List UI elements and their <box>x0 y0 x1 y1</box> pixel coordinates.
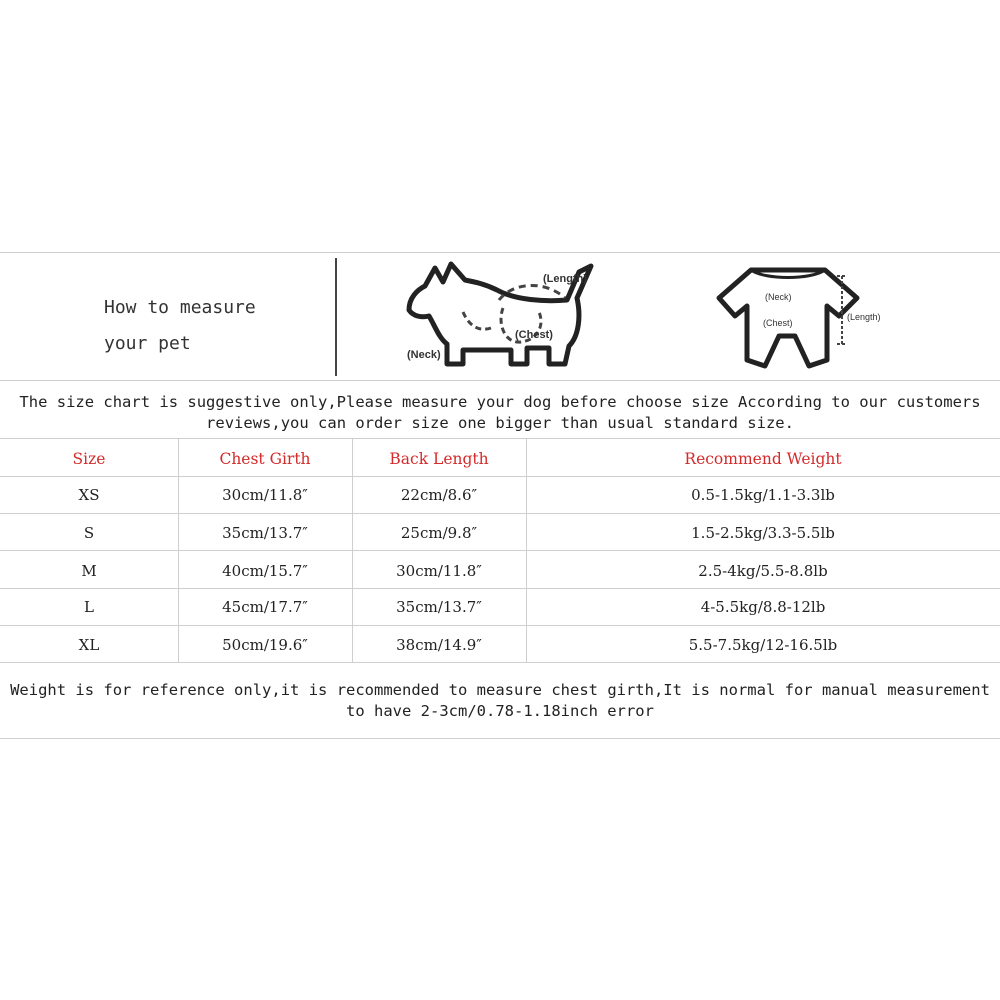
row-xl-length: 38cm/14.9″ <box>396 636 482 654</box>
row-l-chest: 45cm/17.7″ <box>222 598 308 616</box>
row-m-weight: 2.5-4kg/5.5-8.8lb <box>698 562 828 580</box>
row-s-length: 25cm/9.8″ <box>400 524 478 542</box>
row-l-weight: 4-5.5kg/8.8-12lb <box>700 598 826 616</box>
dog-chest-label: (Chest) <box>515 329 553 341</box>
size-chart <box>0 252 1000 740</box>
row-l-size: L <box>84 598 94 616</box>
footer-note-line-1: Weight is for reference only,it is recommended to measure chest girth,It is normal for manual measurement <box>10 681 990 699</box>
footer-note-line-2: to have 2-3cm/0.78-1.18inch error <box>346 702 654 720</box>
intro-note-line-2: reviews,you can order size one bigger than usual standard size. <box>206 414 794 432</box>
row-xs-chest: 30cm/11.8″ <box>222 486 308 504</box>
row-m-length: 30cm/11.8″ <box>396 562 482 580</box>
bottom-border <box>0 738 1000 739</box>
row-rule-2 <box>0 550 1000 551</box>
row-rule-1 <box>0 513 1000 514</box>
title-line-2: your pet <box>104 333 191 354</box>
top-border <box>0 252 1000 253</box>
intro-note <box>0 392 1000 434</box>
col-rule-1 <box>178 438 179 662</box>
header-bottom-rule <box>0 380 1000 381</box>
row-xs-weight: 0.5-1.5kg/1.1-3.3lb <box>691 486 835 504</box>
row-s-weight: 1.5-2.5kg/3.3-5.5lb <box>691 524 835 542</box>
table-head-rule <box>0 476 1000 477</box>
row-xs-length: 22cm/8.6″ <box>400 486 478 504</box>
col-header-chest-girth: Chest Girth <box>219 450 311 468</box>
col-rule-3 <box>526 438 527 662</box>
shirt-chest-label: (Chest) <box>763 318 793 328</box>
col-header-back-length: Back Length <box>389 450 489 468</box>
dog-length-label: (Length) <box>543 273 587 285</box>
dog-shirt-icon <box>715 262 900 374</box>
header-divider <box>335 258 337 376</box>
dog-silhouette-icon <box>395 260 625 372</box>
intro-note-line-1: The size chart is suggestive only,Please measure your dog before choose size According to our customers <box>19 393 981 411</box>
page-title <box>104 290 324 362</box>
title-line-1: How to measure <box>104 297 256 318</box>
row-l-length: 35cm/13.7″ <box>396 598 482 616</box>
shirt-neck-label: (Neck) <box>765 292 792 302</box>
col-header-recommend-weight: Recommend Weight <box>684 450 842 468</box>
row-xl-chest: 50cm/19.6″ <box>222 636 308 654</box>
row-s-chest: 35cm/13.7″ <box>222 524 308 542</box>
table-bottom-rule <box>0 662 1000 663</box>
row-rule-3 <box>0 588 1000 589</box>
dog-neck-label: (Neck) <box>407 349 441 361</box>
row-m-chest: 40cm/15.7″ <box>222 562 308 580</box>
footer-note <box>0 680 1000 722</box>
row-xl-weight: 5.5-7.5kg/12-16.5lb <box>688 636 838 654</box>
row-s-size: S <box>83 524 95 542</box>
row-xl-size: XL <box>78 636 100 654</box>
col-rule-2 <box>352 438 353 662</box>
intro-bottom-rule <box>0 438 1000 439</box>
row-rule-4 <box>0 625 1000 626</box>
shirt-length-label: (Length) <box>847 312 881 322</box>
row-xs-size: XS <box>78 486 100 504</box>
row-m-size: M <box>81 562 97 580</box>
col-header-size: Size <box>72 450 106 468</box>
